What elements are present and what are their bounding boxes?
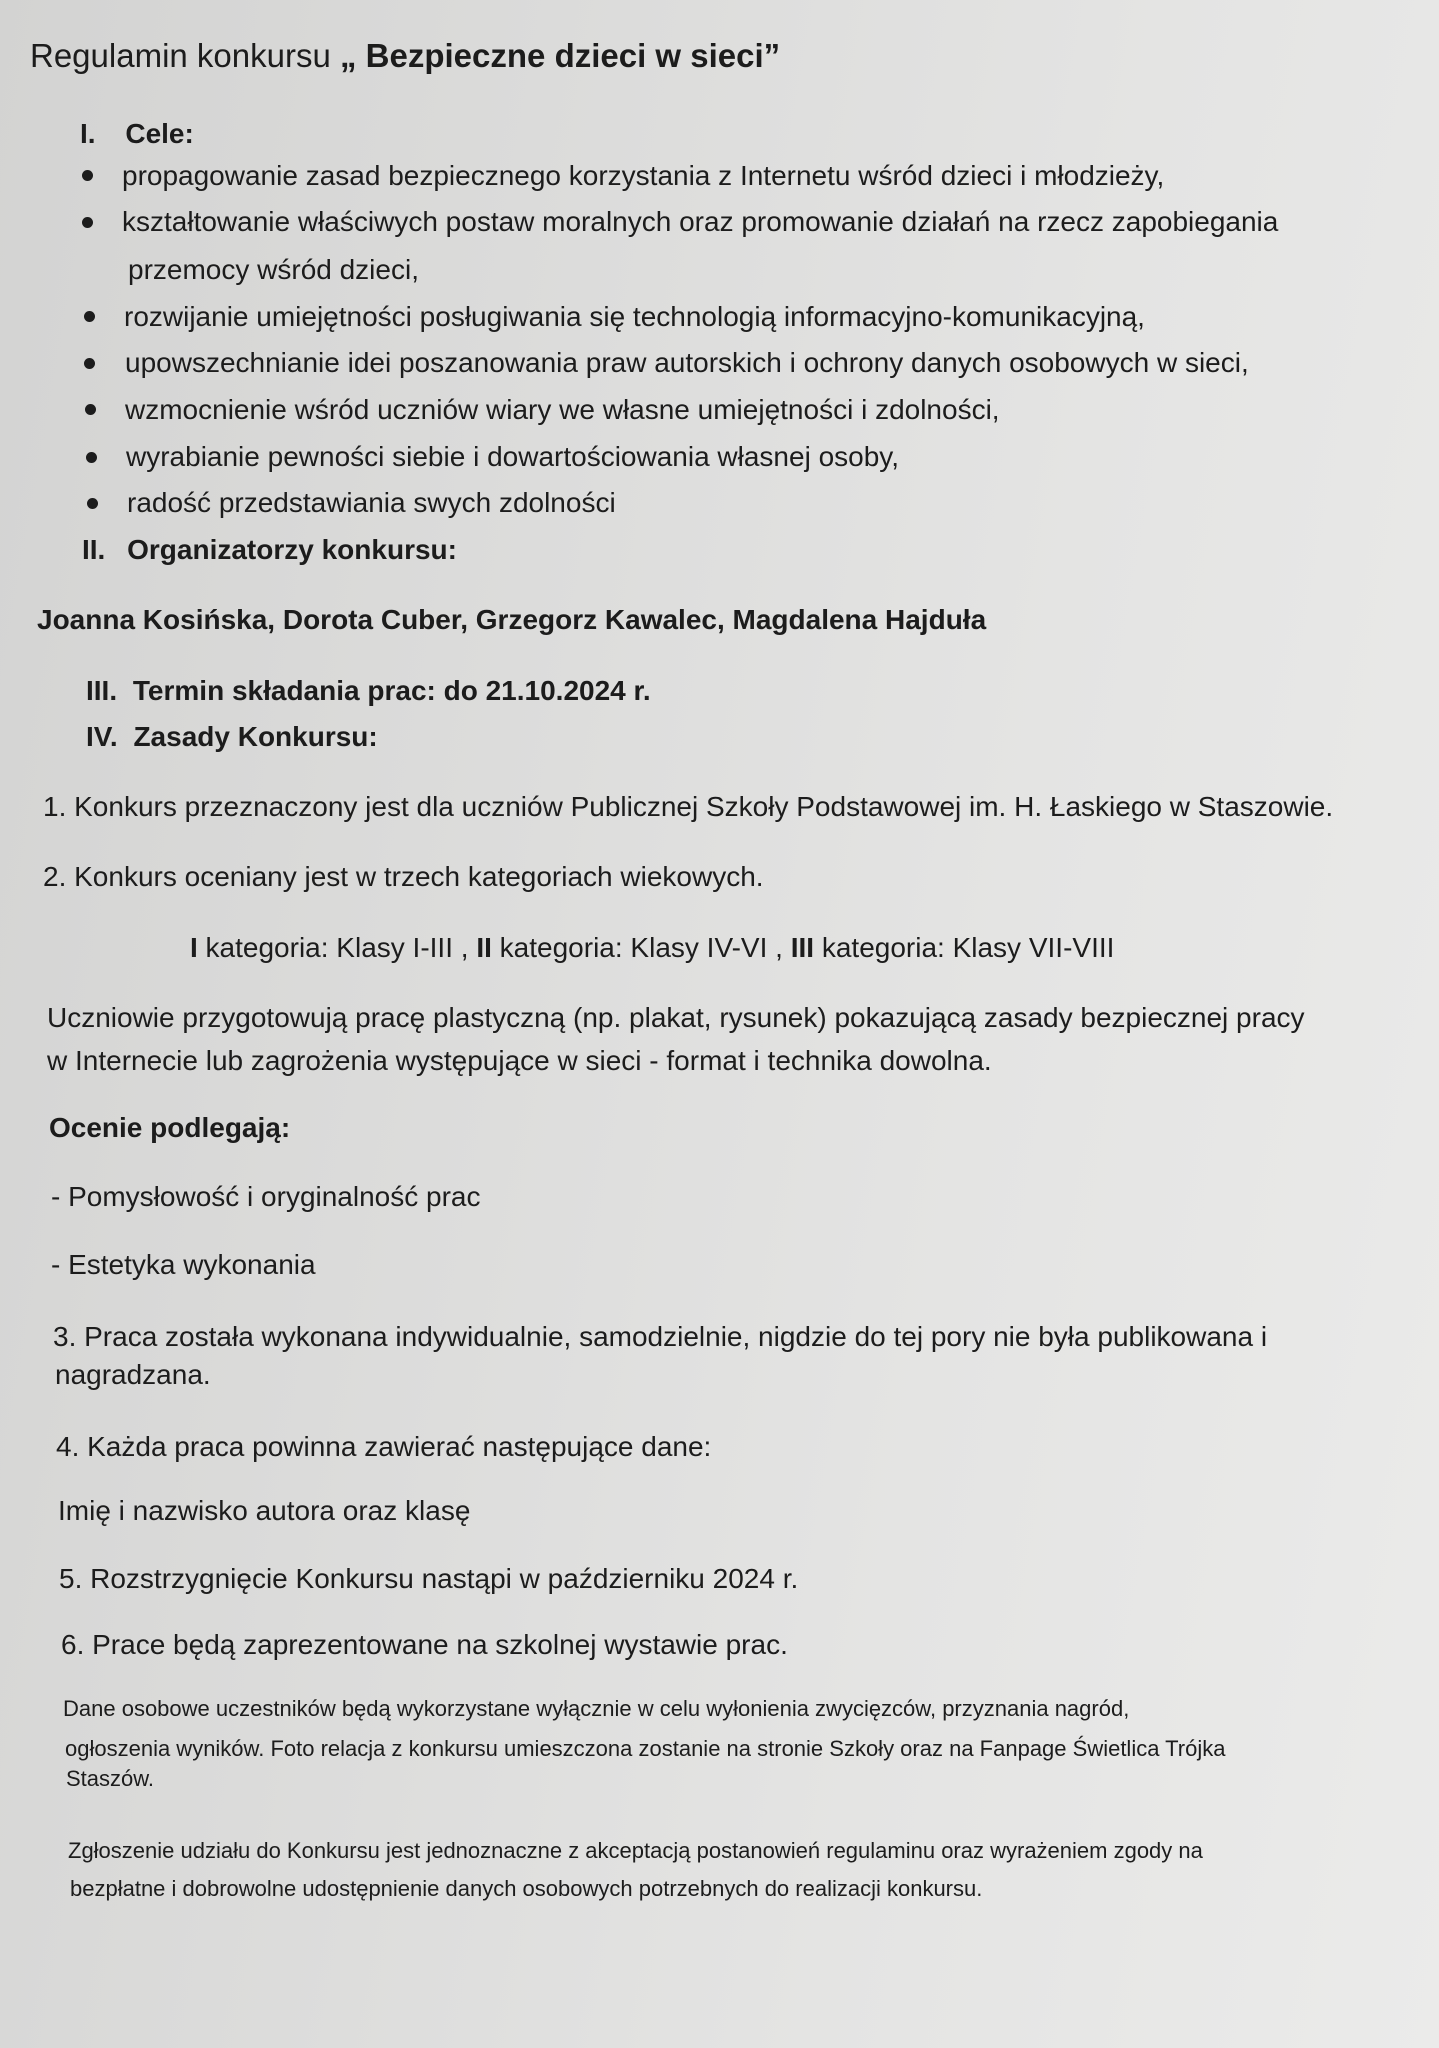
section-organizers-heading: II. Organizatorzy konkursu: <box>82 534 457 565</box>
rule-3: 3. Praca została wykonana indywidualnie, samodzielnie, nigdzie do tej pory nie była publikowana i <box>53 1321 1268 1352</box>
goal-item: propagowanie zasad bezpiecznego korzystania z Internetu wśród dzieci i młodzieży, <box>122 160 1165 191</box>
bullet-icon <box>86 452 97 463</box>
consent-note: bezpłatne i dobrowolne udostępnienie danych osobowych potrzebnych do realizacji konkursu. <box>70 1876 983 1901</box>
section-rules-heading: IV. Zasady Konkursu: <box>86 721 378 752</box>
criteria-item: - Estetyka wykonania <box>51 1249 316 1280</box>
data-privacy-note: Staszów. <box>66 1766 155 1791</box>
bullet-icon <box>82 217 93 228</box>
title-prefix: Regulamin konkursu <box>30 37 331 74</box>
goal-item: radość przedstawiania swych zdolności <box>127 487 616 518</box>
data-privacy-note: Dane osobowe uczestników będą wykorzystane wyłącznie w celu wyłonienia zwycięzców, przyznania nagród, <box>63 1696 1130 1721</box>
rule-4: 4. Każda praca powinna zawierać następujące dane: <box>56 1431 712 1462</box>
rule-3-continuation: nagradzana. <box>55 1359 211 1390</box>
title-contest-name: „ Bezpieczne dzieci w sieci” <box>340 37 781 74</box>
data-privacy-note: ogłoszenia wyników. Foto relacja z konkursu umieszczona zostanie na stronie Szkoły oraz na Fanpage Świetlica Trójka <box>65 1736 1226 1761</box>
bullet-icon <box>82 170 93 181</box>
rule-1: 1. Konkurs przeznaczony jest dla uczniów Publicznej Szkoły Podstawowej im. H. Łaskiego w Staszowie. <box>43 791 1334 822</box>
bullet-icon <box>85 404 96 415</box>
rule-4-detail: Imię i nazwisko autora oraz klasę <box>58 1495 471 1526</box>
rule-6: 6. Prace będą zaprezentowane na szkolnej wystawie prac. <box>61 1629 788 1660</box>
goal-item: rozwijanie umiejętności posługiwania się technologią informacyjno-komunikacyjną, <box>124 301 1145 332</box>
consent-note: Zgłoszenie udziału do Konkursu jest jednoznaczne z akceptacją postanowień regulaminu oraz wyrażeniem zgody na <box>68 1838 1203 1863</box>
document-title <box>30 36 780 76</box>
bullet-icon <box>84 311 95 322</box>
goal-item: kształtowanie właściwych postaw moralnych oraz promowanie działań na rzecz zapobiegania <box>122 206 1279 237</box>
goal-item: wyrabianie pewności siebie i dowartościowania własnej osoby, <box>126 441 899 472</box>
age-categories: I kategoria: Klasy I-III , II kategoria: Klasy IV-VI , III kategoria: Klasy VII-VIII <box>190 932 1115 963</box>
section-deadline-heading: III. Termin składania prac: do 21.10.2024 r. <box>86 675 651 706</box>
task-description: Uczniowie przygotowują pracę plastyczną (np. plakat, rysunek) pokazującą zasady bezpiecznej pracy <box>47 1002 1305 1033</box>
task-description: w Internecie lub zagrożenia występujące w sieci - format i technika dowolna. <box>47 1045 992 1076</box>
bullet-icon <box>87 498 98 509</box>
organizers-names: Joanna Kosińska, Dorota Cuber, Grzegorz Kawalec, Magdalena Hajduła <box>37 604 987 635</box>
goal-item: upowszechnianie idei poszanowania praw autorskich i ochrony danych osobowych w sieci, <box>125 347 1249 378</box>
goal-item: wzmocnienie wśród uczniów wiary we własne umiejętności i zdolności, <box>125 394 1000 425</box>
rule-2: 2. Konkurs oceniany jest w trzech kategoriach wiekowych. <box>43 861 764 892</box>
criteria-item: - Pomysłowość i oryginalność prac <box>51 1181 481 1212</box>
section-goals-heading: I. Cele: <box>80 118 194 149</box>
rule-5: 5. Rozstrzygnięcie Konkursu nastąpi w październiku 2024 r. <box>59 1563 799 1594</box>
criteria-heading: Ocenie podlegają: <box>49 1112 291 1143</box>
bullet-icon <box>84 358 95 369</box>
goal-item-continuation: przemocy wśród dzieci, <box>128 254 419 285</box>
